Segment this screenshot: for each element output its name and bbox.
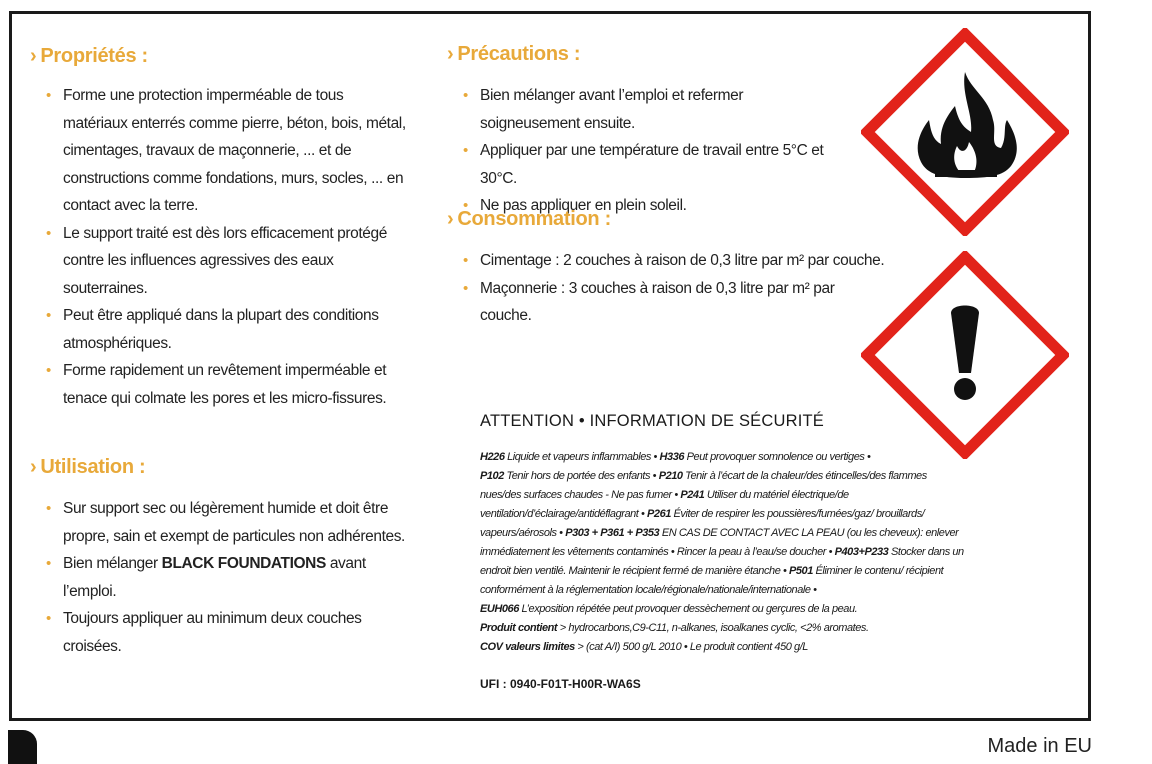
proprietes-title: Propriétés :	[40, 45, 148, 67]
list-item: • Forme une protection imperméable de tous matériaux enterrés comme pierre, béton, bois, métal, cimentages, travaux de maçonnerie, ... et de constructions comme fondations, murs, socles, ... en contact avec la terre.	[30, 82, 408, 220]
mix-suffix: avant l’emploi.	[63, 555, 366, 600]
consommation-title: Consommation :	[457, 208, 611, 230]
precautions-heading	[447, 43, 580, 66]
hazard-code: H226	[480, 451, 505, 463]
hazard-text: L’exposition répétée peut provoquer dessèchement ou gerçures de la peau.	[518, 603, 858, 615]
exclamation-hazard-icon	[861, 251, 1069, 459]
proprietes-list	[30, 82, 408, 412]
list-item: • Le support traité est dès lors efficacement protégé contre les influences agressives des eaux souterraines.	[30, 220, 408, 303]
list-item: • Forme rapidement un revêtement imperméable et tenace qui colmate les pores et les micro-fissures.	[30, 357, 408, 412]
chevron-right-icon: ›	[30, 456, 37, 478]
precaution-text: Éviter de respirer les poussières/fumées/gaz/ brouillards/ vapeurs/aérosols •	[480, 508, 925, 539]
precaution-text: Stocker dans un endroit bien ventilé. Maintenir le récipient fermé de manière étanche •	[480, 546, 964, 577]
chevron-right-icon: ›	[447, 43, 454, 65]
precaution-text: Utiliser du matériel électrique/de ventilation/d’éclairage/antidéflagrant •	[480, 489, 849, 520]
utilisation-heading	[30, 456, 145, 479]
list-item: • Peut être appliqué dans la plupart des conditions atmosphériques.	[30, 302, 408, 357]
made-in-label: Made in EU	[987, 735, 1092, 757]
chevron-right-icon: ›	[30, 45, 37, 67]
precaution-text: Éliminer le contenu/ récipient conformément à la réglementation locale/régionale/nationale/internationale •	[480, 565, 944, 596]
list-item: • Ne pas appliquer en plein soleil.	[447, 192, 857, 220]
precaution-text: Tenir à l’écart de la chaleur/des étincelles/des flammes nues/des surfaces chaudes - Ne pas fumer •	[480, 470, 927, 501]
precaution-code: P501	[788, 565, 813, 577]
list-item: • Bien mélanger avant l’emploi et refermer soigneusement ensuite.	[447, 82, 780, 137]
content-label: Produit contient	[480, 622, 558, 634]
safety-title: ATTENTION • INFORMATION DE SÉCURITÉ	[480, 412, 825, 430]
list-item: • Toujours appliquer au minimum deux couches croisées.	[30, 605, 408, 660]
hazard-code: EUH066	[480, 603, 519, 615]
precaution-code: P210	[658, 470, 683, 482]
precautions-title: Précautions :	[457, 43, 581, 65]
utilisation-list	[30, 495, 408, 660]
precautions-list	[447, 82, 857, 220]
precaution-code: P303 + P361 + P353	[565, 527, 660, 539]
list-item: • Appliquer par une température de travail entre 5°C et 30°C.	[447, 137, 857, 192]
list-item	[30, 550, 408, 605]
list-item: • Cimentage : 2 couches à raison de 0,3 litre par m² par couche.	[447, 247, 887, 275]
consommation-list	[447, 247, 887, 330]
cov-label: COV valeurs limites	[480, 641, 575, 653]
precaution-code: P241	[680, 489, 705, 501]
precaution-code: P261	[647, 508, 671, 520]
precaution-text: EN CAS DE CONTACT AVEC LA PEAU (ou les cheveux): enlever immédiatement les vêtements contaminés • Rincer la peau à l’eau/se doucher •	[480, 527, 959, 558]
hazard-text: Liquide et vapeurs inflammables •	[504, 451, 660, 463]
proprietes-heading	[30, 45, 148, 68]
list-item: • Maçonnerie : 3 couches à raison de 0,3 litre par m² par couche.	[447, 275, 887, 330]
hazard-text: Peut provoquer somnolence ou vertiges •	[684, 451, 871, 463]
corner-tab-mark	[8, 730, 37, 764]
consommation-heading	[447, 208, 611, 231]
cov-text: > (cat A/I) 500 g/L 2010 • Le produit contient 450 g/L	[574, 641, 808, 653]
product-name: BLACK FOUNDATIONS	[161, 555, 326, 572]
hazard-code: H336	[659, 451, 685, 463]
mix-prefix: Bien mélanger	[63, 555, 162, 572]
precaution-code: P102	[480, 470, 504, 482]
content-text: > hydrocarbons,C9-C11, n-alkanes, isoalkanes cyclic, <2% aromates.	[557, 622, 869, 634]
flame-hazard-icon	[861, 28, 1069, 236]
list-item: • Sur support sec ou légèrement humide et doit être propre, sain et exempt de particules non adhérentes.	[30, 495, 408, 550]
precaution-text: Tenir hors de portée des enfants •	[503, 470, 659, 482]
chevron-right-icon: ›	[447, 208, 454, 230]
safety-statements	[480, 448, 970, 657]
utilisation-title: Utilisation :	[40, 456, 146, 478]
ufi-code: UFI : 0940-F01T-H00R-WA6S	[480, 677, 641, 691]
precaution-code: P403+P233	[834, 546, 889, 558]
